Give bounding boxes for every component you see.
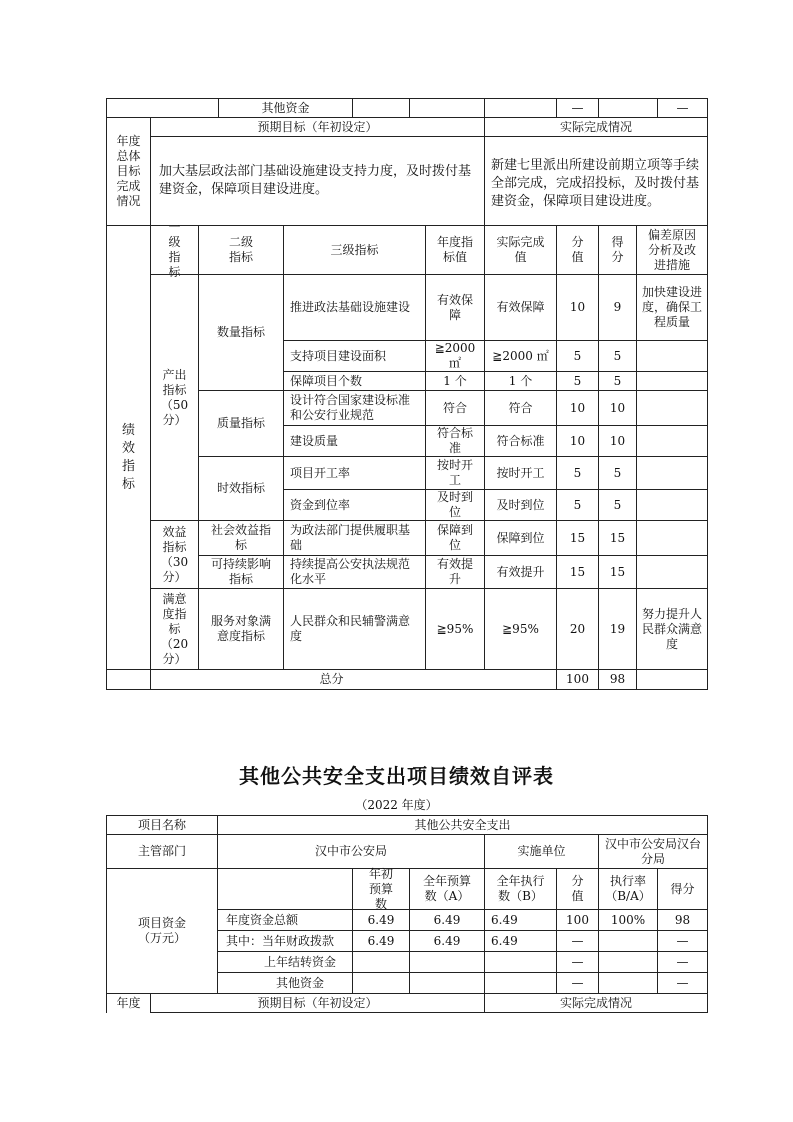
form-title: 其他公共安全支出项目绩效自评表 (239, 764, 554, 788)
fund-rate (598, 951, 658, 973)
indicator-l3: 支持项目建设面积 (283, 340, 426, 372)
fund-initial: 6.49 (352, 930, 410, 952)
indicator-l3: 人民群众和民辅警满意度 (283, 588, 426, 670)
indicator-actual: 有效提升 (484, 555, 557, 589)
header-annual-value: 年度指标值 (425, 225, 485, 275)
indicator-note (636, 520, 708, 556)
indicator-l3: 保障项目个数 (283, 371, 426, 391)
indicator-actual: 有效保障 (484, 274, 557, 341)
indicator-got: 10 (598, 390, 637, 426)
fund-exec (484, 972, 557, 994)
dept-label: 主管部门 (106, 834, 218, 869)
fund-full: 6.49 (409, 909, 485, 931)
indicator-got: 9 (598, 274, 637, 341)
performance-indicators-label: 绩效指标 (106, 225, 151, 690)
indicator-note (636, 555, 708, 589)
indicator-got: 10 (598, 425, 637, 457)
col-score: 分值 (556, 868, 599, 910)
blank-cell (352, 98, 410, 118)
fund-score: — (556, 972, 599, 994)
dept-value: 汉中市公安局 (217, 834, 485, 869)
indicator-score: 15 (556, 520, 599, 556)
col-initial-budget: 年初预算数 (352, 868, 410, 910)
fund-full (409, 951, 485, 973)
quantity-indicators-label: 数量指标 (198, 274, 284, 391)
col-got: 得分 (657, 868, 708, 910)
header-got: 得分 (598, 225, 637, 275)
total-label: 总分 (106, 669, 557, 690)
indicator-target: 保障到位 (425, 520, 485, 556)
indicator-got: 5 (598, 340, 637, 372)
blank-cell (409, 98, 485, 118)
project-name-label: 项目名称 (106, 815, 218, 835)
col-full-budget: 全年预算数（A） (409, 868, 485, 910)
fund-rate: 100% (598, 909, 658, 931)
indicator-got: 5 (598, 371, 637, 391)
indicator-got: 15 (598, 555, 637, 589)
actual-completion-header: 实际完成情况 (484, 993, 708, 1013)
indicator-got: 19 (598, 588, 637, 670)
indicator-score: 5 (556, 456, 599, 490)
indicator-note (636, 340, 708, 372)
indicator-actual: 及时到位 (484, 489, 557, 521)
fund-row-label: 年度资金总额 (217, 909, 353, 931)
fund-got: — (657, 972, 708, 994)
indicator-actual: ≧2000 ㎡ (484, 340, 557, 372)
indicator-target: 按时开工 (425, 456, 485, 490)
header-deviation: 偏差原因分析及改进措施 (636, 225, 708, 275)
blank-cell (106, 98, 219, 118)
fund-initial (352, 972, 410, 994)
indicator-note (636, 456, 708, 490)
fund-rate (598, 930, 658, 952)
dash-cell: — (556, 98, 599, 118)
quality-indicators-label: 质量指标 (198, 390, 284, 457)
indicator-note (636, 425, 708, 457)
blank-cell (636, 669, 708, 690)
time-indicators-label: 时效指标 (198, 456, 284, 521)
fund-exec (484, 951, 557, 973)
indicator-target: 符合 (425, 390, 485, 426)
indicator-score: 10 (556, 425, 599, 457)
dash-cell: — (657, 98, 708, 118)
indicator-actual: 符合标准 (484, 425, 557, 457)
indicator-l3: 项目开工率 (283, 456, 426, 490)
blank-cell (217, 868, 353, 910)
indicator-target: 符合标准 (425, 425, 485, 457)
fund-full: 6.49 (409, 930, 485, 952)
indicator-got: 15 (598, 520, 637, 556)
indicator-note (636, 489, 708, 521)
output-indicators-label: 产出指标（50分） (150, 274, 199, 521)
indicator-target: ≧2000㎡ (425, 340, 485, 372)
other-funds-label: 其他资金 (218, 98, 353, 118)
indicator-target: ≧95% (425, 588, 485, 670)
header-level1: 一级指标 (150, 225, 199, 275)
fund-rate (598, 972, 658, 994)
indicator-got: 5 (598, 489, 637, 521)
fund-initial (352, 951, 410, 973)
annual-label: 年度 (106, 993, 151, 1013)
fund-score: — (556, 951, 599, 973)
indicator-note (636, 371, 708, 391)
fund-score: 100 (556, 909, 599, 931)
header-score: 分值 (556, 225, 599, 275)
header-actual-value: 实际完成值 (484, 225, 557, 275)
indicator-note: 努力提升人民群众满意度 (636, 588, 708, 670)
project-funds-label: 项目资金（万元） (106, 868, 218, 994)
project-name-value: 其他公共安全支出 (217, 815, 708, 835)
indicator-score: 5 (556, 371, 599, 391)
blank-cell (484, 98, 557, 118)
expected-goal-header: 预期目标（年初设定） (150, 993, 485, 1013)
annual-goal-label: 年度总体目标完成情况 (106, 117, 151, 226)
indicator-actual: 保障到位 (484, 520, 557, 556)
fund-score: — (556, 930, 599, 952)
fund-row-label: 其中：当年财政拨款 (217, 930, 353, 952)
fund-row-label: 上年结转资金 (217, 951, 353, 973)
header-level3: 三级指标 (283, 225, 426, 275)
form-year: （2022 年度） (355, 798, 438, 812)
indicator-score: 5 (556, 340, 599, 372)
expected-goal-text: 加大基层政法部门基础设施建设支持力度，及时拨付基建资金，保障项目建设进度。 (150, 136, 485, 226)
expected-goal-header: 预期目标（年初设定） (150, 117, 485, 137)
fund-got: — (657, 951, 708, 973)
indicator-score: 10 (556, 274, 599, 341)
benefit-indicators-label: 效益指标（30分） (150, 520, 199, 589)
indicator-l3: 推进政法基础设施建设 (283, 274, 426, 341)
fund-got: 98 (657, 909, 708, 931)
impl-unit-label: 实施单位 (484, 834, 599, 869)
actual-completion-header: 实际完成情况 (484, 117, 708, 137)
indicator-score: 10 (556, 390, 599, 426)
indicator-target: 1 个 (425, 371, 485, 391)
total-score: 100 (556, 669, 599, 690)
indicator-score: 20 (556, 588, 599, 670)
fund-row-label: 其他资金 (217, 972, 353, 994)
indicator-score: 5 (556, 489, 599, 521)
fund-exec: 6.49 (484, 930, 557, 952)
indicator-actual: 按时开工 (484, 456, 557, 490)
social-benefit-label: 社会效益指标 (198, 520, 284, 556)
col-execution: 全年执行数（B） (484, 868, 557, 910)
blank-cell (598, 98, 658, 118)
sustainable-impact-label: 可持续影响指标 (198, 555, 284, 589)
indicator-target: 有效保障 (425, 274, 485, 341)
indicator-note (636, 390, 708, 426)
indicator-actual: 符合 (484, 390, 557, 426)
indicator-l3: 建设质量 (283, 425, 426, 457)
total-got: 98 (598, 669, 637, 690)
indicator-note: 加快建设进度，确保工程质量 (636, 274, 708, 341)
indicator-actual: ≧95% (484, 588, 557, 670)
indicator-target: 有效提升 (425, 555, 485, 589)
indicator-l3: 设计符合国家建设标准和公安行业规范 (283, 390, 426, 426)
header-level2: 二级指标 (198, 225, 284, 275)
col-exec-rate: 执行率（B/A） (598, 868, 658, 910)
indicator-actual: 1 个 (484, 371, 557, 391)
fund-got: — (657, 930, 708, 952)
fund-full (409, 972, 485, 994)
indicator-got: 5 (598, 456, 637, 490)
indicator-score: 15 (556, 555, 599, 589)
satisfaction-indicators-label: 满意度指标（20分） (150, 588, 199, 670)
indicator-target: 及时到位 (425, 489, 485, 521)
indicator-l3: 资金到位率 (283, 489, 426, 521)
actual-completion-text: 新建七里派出所建设前期立项等手续全部完成，完成招投标，及时拨付基建资金，保障项目建设进度。 (484, 136, 708, 226)
indicator-l3: 持续提高公安执法规范化水平 (283, 555, 426, 589)
service-satisfaction-label: 服务对象满意度指标 (198, 588, 284, 670)
fund-exec: 6.49 (484, 909, 557, 931)
fund-initial: 6.49 (352, 909, 410, 931)
impl-unit-value: 汉中市公安局汉台分局 (598, 834, 708, 869)
indicator-l3: 为政法部门提供履职基础 (283, 520, 426, 556)
